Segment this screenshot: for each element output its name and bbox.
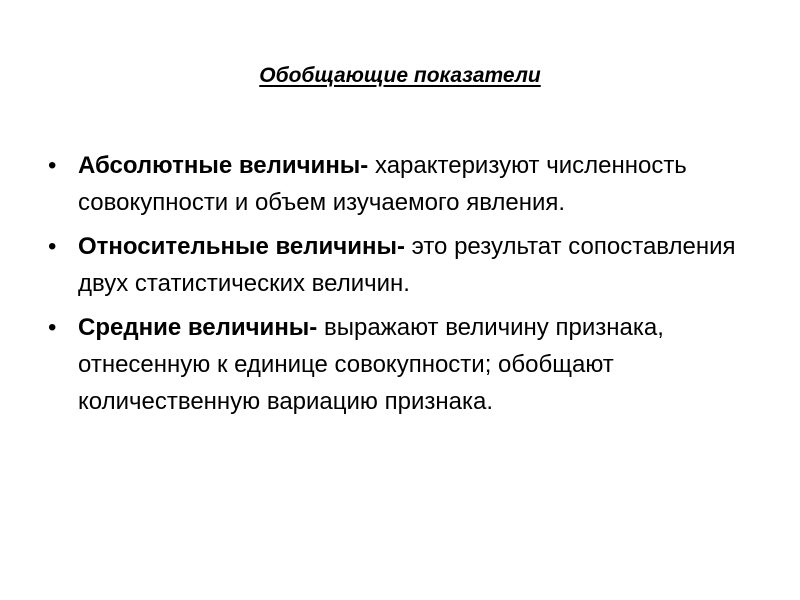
term-description: это результат сопоставления двух статистических величин. bbox=[78, 233, 736, 297]
slide-title-text: Обобщающие показатели bbox=[259, 64, 541, 87]
bullet-item-absolute bbox=[48, 147, 748, 221]
slide-title bbox=[0, 59, 800, 93]
term-description: выражают величину признака, отнесенную к единице совокупности; обобщают количественную вариацию признака. bbox=[78, 314, 664, 415]
term-label: Средние величины- bbox=[78, 314, 318, 341]
bullet-list bbox=[48, 147, 748, 427]
bullet-item-relative bbox=[48, 228, 748, 302]
term-description: характеризуют численность совокупности и объем изучаемого явления. bbox=[78, 152, 687, 216]
bullet-icon: • bbox=[48, 152, 57, 179]
bullet-item-average bbox=[48, 309, 748, 420]
term-label: Относительные величины- bbox=[78, 233, 405, 260]
term-label: Абсолютные величины- bbox=[78, 152, 369, 179]
bullet-icon: • bbox=[48, 314, 57, 341]
bullet-icon: • bbox=[48, 233, 57, 260]
